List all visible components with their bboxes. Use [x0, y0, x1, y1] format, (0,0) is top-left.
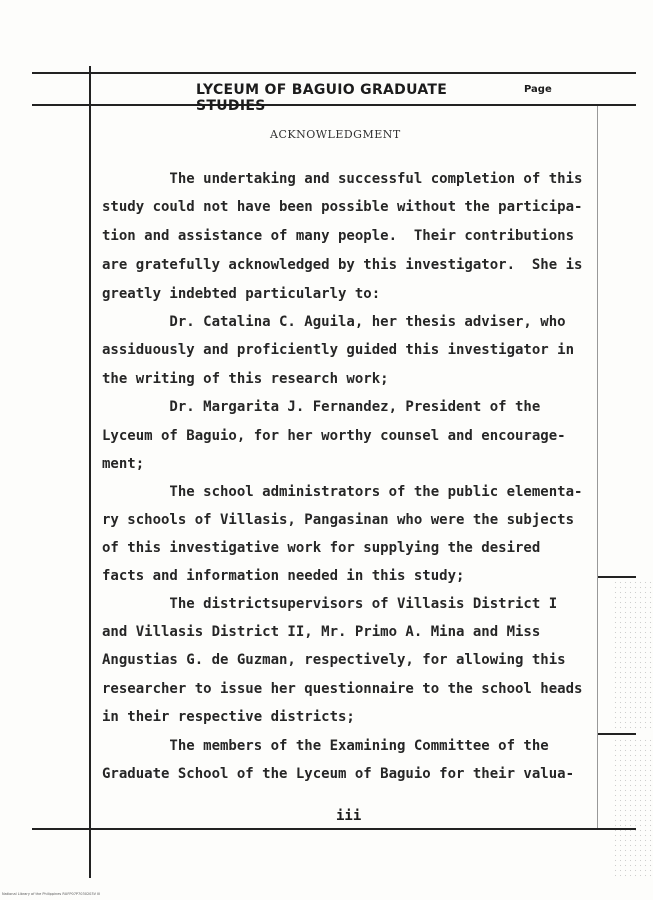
text-line: The school administrators of the public elementa- [102, 484, 583, 500]
top-rule [32, 72, 636, 74]
text-line: The members of the Examining Committee of the [102, 738, 549, 754]
scan-speckle-upper [613, 580, 653, 730]
text-line: The undertaking and successful completion of this [102, 171, 583, 187]
right-edge-mark-lower [598, 733, 636, 735]
left-margin-rule [89, 66, 91, 878]
text-line: Lyceum of Baguio, for her worthy counsel and encourage- [102, 428, 566, 444]
text-line: in their respective districts; [102, 709, 355, 725]
section-heading: ACKNOWLEDGMENT [270, 128, 401, 141]
scan-speckle-lower [613, 738, 653, 878]
text-line: Dr. Margarita J. Fernandez, President of the [102, 399, 541, 415]
right-edge-mark-upper [598, 576, 636, 578]
text-line: study could not have been possible without the participa- [102, 199, 583, 215]
text-line: assiduously and proficiently guided this investigator in [102, 342, 575, 358]
text-line: researcher to issue her questionnaire to the school heads [102, 681, 583, 697]
scan-footer-note: National Library of the Philippines RUFP07P7030203V III [2, 892, 101, 896]
text-line: of this investigative work for supplying the desired [102, 540, 541, 556]
text-line: and Villasis District II, Mr. Primo A. Mina and Miss [102, 624, 541, 640]
right-margin-rule [597, 106, 598, 828]
text-line: are gratefully acknowledged by this investigator. She is [102, 257, 583, 273]
text-line: Graduate School of the Lyceum of Baguio for their valua- [102, 766, 575, 782]
text-line: Angustias G. de Guzman, respectively, for allowing this [102, 652, 566, 668]
text-line: ment; [102, 456, 145, 472]
text-line: facts and information needed in this study; [102, 568, 465, 584]
footer-rule [32, 828, 636, 830]
page-number: iii [336, 808, 362, 824]
page-label: Page [524, 84, 552, 95]
text-line: The districtsupervisors of Villasis District I [102, 596, 558, 612]
text-line: the writing of this research work; [102, 371, 389, 387]
page-header-title: LYCEUM OF BAGUIO GRADUATE STUDIES [196, 82, 448, 114]
text-line: Dr. Catalina C. Aguila, her thesis adviser, who [102, 314, 566, 330]
text-line: greatly indebted particularly to: [102, 286, 381, 302]
text-line: tion and assistance of many people. Their contributions [102, 228, 575, 244]
text-line: ry schools of Villasis, Pangasinan who were the subjects [102, 512, 575, 528]
